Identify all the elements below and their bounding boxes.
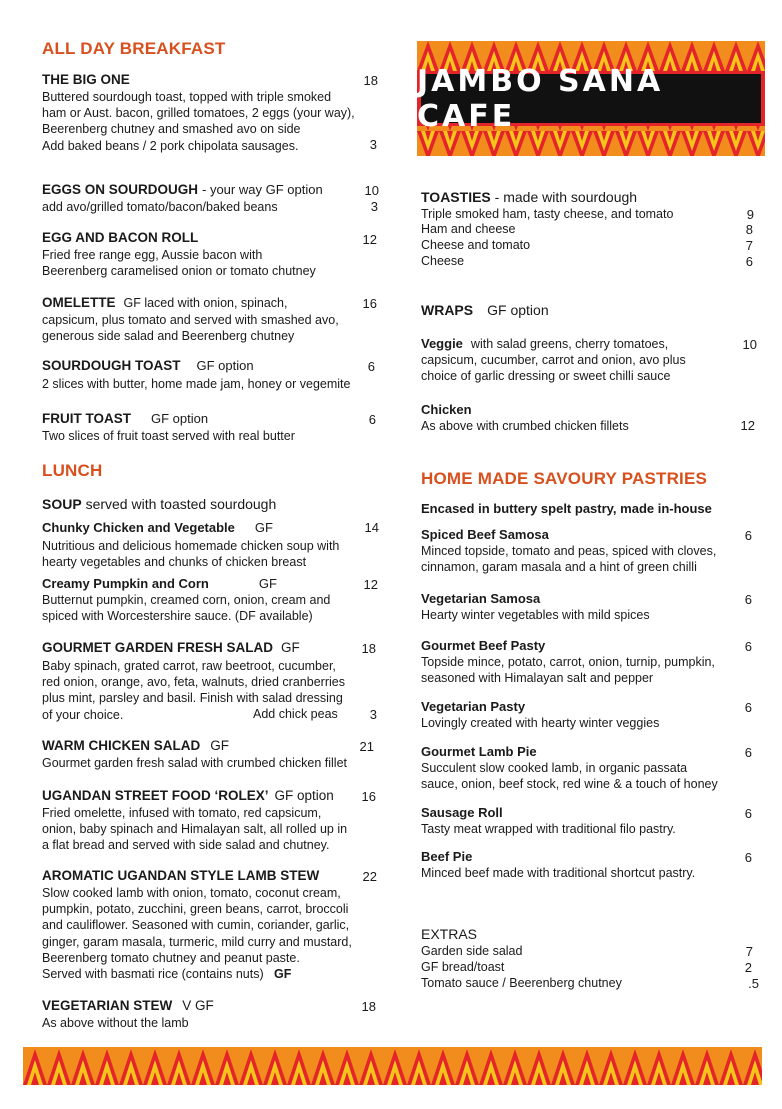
pastries-intro: Encased in buttery spelt pastry, made in-house bbox=[421, 501, 712, 516]
extra-price: 2 bbox=[744, 960, 752, 975]
menu-item-desc: add avo/grilled tomato/bacon/baked beans bbox=[42, 200, 278, 214]
menu-item-price: 6 bbox=[744, 639, 752, 654]
lunch-title: LUNCH bbox=[42, 461, 103, 480]
menu-item-desc: As above with crumbed chicken fillets bbox=[421, 419, 629, 433]
menu-item-name: FRUIT TOAST GF option bbox=[42, 411, 209, 426]
menu-item-extra-label: Add chick peas bbox=[253, 707, 338, 721]
menu-item-desc: Minced topside, tomato and peas, spiced with cloves, cinnamon, garam masala and a hint of green chilli bbox=[421, 544, 717, 575]
menu-item-price: 10 bbox=[364, 183, 379, 198]
menu-item-extra-price: 3 bbox=[369, 707, 377, 722]
menu-item-name: AROMATIC UGANDAN STYLE LAMB STEW bbox=[42, 868, 320, 883]
menu-item-desc: Topside mince, potato, carrot, onion, turnip, pumpkin, seasoned with Himalayan salt and pepper bbox=[421, 655, 715, 686]
menu-item-name: OMELETTE GF laced with onion, spinach, bbox=[42, 295, 288, 310]
menu-item-extra-price: 3 bbox=[369, 137, 377, 152]
menu-item-desc: Buttered sourdough toast, topped with triple smoked ham or Aust. bacon, grilled tomatoes, 2 eggs (your way), Beerenberg chutney and smashed avo on side Add baked beans / 2 pork chipolata sausages. bbox=[42, 90, 355, 153]
menu-item-price: 6 bbox=[744, 592, 752, 607]
menu-item-name: EGG AND BACON ROLL bbox=[42, 230, 199, 245]
menu-item-desc: capsicum, cucumber, carrot and onion, avo plus choice of garlic dressing or sweet chilli sauce bbox=[421, 353, 686, 384]
menu-item-desc: Two slices of fruit toast served with real butter bbox=[42, 429, 295, 443]
menu-item-price: 10 bbox=[742, 337, 757, 352]
extras-title: EXTRAS bbox=[421, 926, 478, 942]
menu-item-price: 16 bbox=[362, 296, 377, 311]
menu-item-desc: capsicum, plus tomato and served with smashed avo, generous side salad and Beerenberg chutney bbox=[42, 313, 339, 344]
menu-item-extra-price: 3 bbox=[370, 199, 378, 214]
footer-pattern-band bbox=[23, 1047, 762, 1085]
toastie-label: Cheese and tomato bbox=[421, 238, 531, 252]
menu-item-desc: Minced beef made with traditional shortcut pastry. bbox=[421, 866, 696, 880]
extra-label: Tomato sauce / Beerenberg chutney bbox=[421, 976, 622, 990]
menu-item-desc: Succulent slow cooked lamb, in organic passata sauce, onion, beef stock, red wine & a touch of honey bbox=[421, 761, 718, 792]
menu-item-desc: Fried free range egg, Aussie bacon with Beerenberg caramelised onion or tomato chutney bbox=[42, 248, 316, 279]
menu-item-name: Gourmet Beef Pasty bbox=[421, 638, 546, 653]
toastie-price: 8 bbox=[745, 222, 753, 237]
menu-item-name: Creamy Pumpkin and Corn GF bbox=[42, 576, 277, 591]
menu-item-price: 6 bbox=[744, 806, 752, 821]
cafe-logo-banner bbox=[417, 41, 765, 156]
extra-price: 7 bbox=[745, 944, 753, 959]
menu-item-price: 18 bbox=[363, 73, 378, 88]
menu-item-name: Chicken bbox=[421, 402, 472, 417]
menu-item-name: Vegetarian Samosa bbox=[421, 591, 541, 606]
menu-item-price: 16 bbox=[361, 789, 376, 804]
toastie-price: 6 bbox=[745, 254, 753, 269]
toastie-label: Ham and cheese bbox=[421, 222, 516, 236]
menu-item-price: 21 bbox=[359, 739, 374, 754]
menu-item-price: 6 bbox=[367, 359, 375, 374]
menu-item-name: Sausage Roll bbox=[421, 805, 503, 820]
menu-item-price: 18 bbox=[361, 999, 376, 1014]
menu-item-name: Beef Pie bbox=[421, 849, 473, 864]
african-pattern-footer bbox=[23, 1047, 762, 1085]
menu-item-price: 6 bbox=[744, 850, 752, 865]
menu-item-name: SOURDOUGH TOAST GF option bbox=[42, 358, 254, 373]
menu-item-desc: Baby spinach, grated carrot, raw beetroot, cucumber, red onion, orange, avo, feta, walnuts, dried cranberries plus mint, parsley and basil. Finish with salad dressing of your choice. bbox=[42, 659, 345, 722]
pastries-title: HOME MADE SAVOURY PASTRIES bbox=[421, 469, 708, 488]
menu-item-name: VEGETARIAN STEW V GF bbox=[42, 998, 214, 1013]
menu-item-name: EGGS ON SOURDOUGH - your way GF option bbox=[42, 182, 323, 197]
menu-item-name: UGANDAN STREET FOOD ‘ROLEX’ GF option bbox=[42, 788, 334, 803]
toastie-label: Cheese bbox=[421, 254, 465, 268]
extra-label: GF bread/toast bbox=[421, 960, 505, 974]
soup-heading: SOUP served with toasted sourdough bbox=[42, 496, 277, 512]
menu-item-desc: Butternut pumpkin, creamed corn, onion, cream and spiced with Worcestershire sauce. (DF available) bbox=[42, 593, 331, 624]
toasties-heading: TOASTIES - made with sourdough bbox=[421, 189, 638, 205]
menu-item-desc: Lovingly created with hearty winter veggies bbox=[421, 716, 660, 730]
menu-item-price: 12 bbox=[362, 232, 377, 247]
menu-item-name: Chunky Chicken and Vegetable GF bbox=[42, 520, 273, 535]
menu-item-price: 18 bbox=[361, 641, 376, 656]
menu-item-price: 6 bbox=[368, 412, 376, 427]
cafe-logo-text: JAMBO SANA CAFE bbox=[417, 63, 664, 134]
menu-item-name: THE BIG ONE bbox=[42, 72, 130, 87]
extra-label: Garden side salad bbox=[421, 944, 523, 958]
menu-item-desc: 2 slices with butter, home made jam, honey or vegemite bbox=[42, 377, 351, 391]
menu-item-price: 12 bbox=[363, 577, 378, 592]
menu-item-price: 14 bbox=[364, 520, 379, 535]
menu-item-desc: Fried omelette, infused with tomato, red capsicum, onion, baby spinach and Himalayan salt, all rolled up in a flat bread and served with side salad and chutney. bbox=[42, 806, 348, 853]
menu-item-desc: Slow cooked lamb with onion, tomato, coconut cream, pumpkin, potato, zucchini, green beans, carrot, broccoli and cauliflower. Seasoned with cumin, coriander, garlic, ginger, garam masala, turmeric, mild curry and mustard, Beerenberg tomato chutney and peanut paste. Served with basmati rice (contains nuts) GF bbox=[42, 886, 352, 982]
wraps-heading: WRAPS GF option bbox=[421, 302, 549, 318]
menu-item-name: WARM CHICKEN SALAD GF bbox=[42, 738, 229, 753]
extra-price: .5 bbox=[748, 976, 759, 991]
menu-item-name: Spiced Beef Samosa bbox=[421, 527, 549, 542]
menu-item-price: 22 bbox=[362, 869, 377, 884]
menu-item-desc: As above without the lamb bbox=[42, 1016, 189, 1030]
toastie-price: 7 bbox=[745, 238, 753, 253]
menu-item-name: Vegetarian Pasty bbox=[421, 699, 526, 714]
menu-item-name: GOURMET GARDEN FRESH SALAD GF bbox=[42, 640, 300, 655]
toastie-price: 9 bbox=[746, 207, 754, 222]
menu-item-name: Gourmet Lamb Pie bbox=[421, 744, 537, 759]
menu-item-desc: Tasty meat wrapped with traditional filo pastry. bbox=[421, 822, 676, 836]
menu-item-price: 6 bbox=[744, 745, 752, 760]
toastie-label: Triple smoked ham, tasty cheese, and tomato bbox=[421, 207, 674, 221]
menu-item-desc: Hearty winter vegetables with mild spices bbox=[421, 608, 650, 622]
menu-item-price: 6 bbox=[744, 528, 752, 543]
menu-item-price: 6 bbox=[744, 700, 752, 715]
menu-item-desc: Gourmet garden fresh salad with crumbed chicken fillet bbox=[42, 756, 348, 770]
menu-item-name: Veggie with salad greens, cherry tomatoes, bbox=[421, 336, 669, 351]
menu-item-price: 12 bbox=[740, 418, 755, 433]
breakfast-title: ALL DAY BREAKFAST bbox=[42, 39, 226, 58]
menu-item-desc: Nutritious and delicious homemade chicken soup with hearty vegetables and chunks of chicken breast bbox=[42, 539, 340, 570]
